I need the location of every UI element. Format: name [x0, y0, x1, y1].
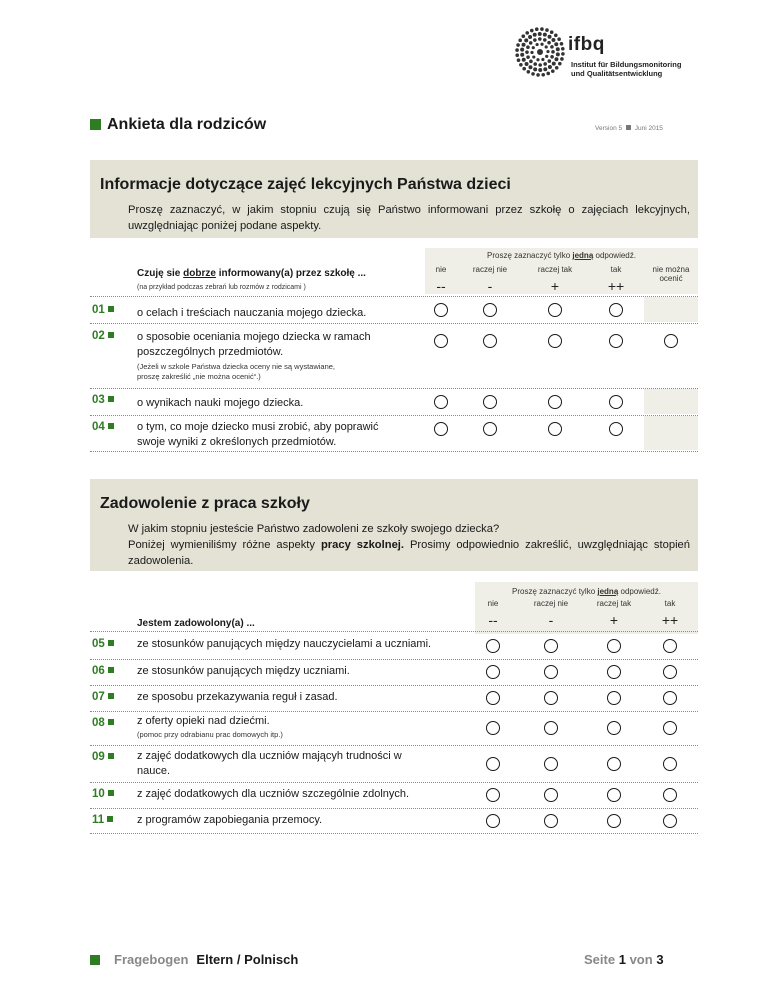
section2-title: Zadowolenie z praca szkoły [100, 495, 310, 512]
answer-radio[interactable] [486, 814, 500, 828]
item-text: ze stosunków panujących między nauczycielami a uczniami. [137, 638, 432, 650]
item-number: 11 [92, 814, 113, 826]
answer-radio[interactable] [548, 395, 562, 409]
item-text: z zajęć dodatkowych dla uczniów mającyh trudności w nauce. [137, 750, 402, 777]
answer-radio[interactable] [486, 788, 500, 802]
answer-radio[interactable] [486, 721, 500, 735]
section1-question-note: (na przykład podczas zebrań lub rozmów z rodzicami ) [137, 284, 306, 291]
answer-radio[interactable] [548, 334, 562, 348]
answer-radio[interactable] [663, 814, 677, 828]
divider [90, 659, 698, 660]
divider [90, 631, 698, 632]
item-text: z oferty opieki nad dziećmi. [137, 715, 270, 727]
scale-label: raczej nie [472, 265, 508, 274]
divider [90, 296, 698, 297]
answer-radio[interactable] [544, 665, 558, 679]
item-text: z programów zapobiegania przemocy. [137, 814, 323, 826]
answer-radio[interactable] [664, 334, 678, 348]
scale-symbol: -- [436, 278, 446, 294]
item-text: o sposobie oceniania mojego dziecka w ramach poszczególnych przedmiotów. [137, 331, 371, 358]
scale-label: raczej tak [596, 599, 632, 608]
answer-radio[interactable] [544, 691, 558, 705]
divider [90, 711, 698, 712]
divider [90, 808, 698, 809]
footer-square-icon [90, 955, 100, 965]
item-note: (pomoc przy odrabianu prac domowych itp.) [137, 730, 283, 739]
answer-radio[interactable] [483, 334, 497, 348]
answer-radio[interactable] [548, 303, 562, 317]
divider [90, 451, 698, 452]
answer-radio[interactable] [483, 422, 497, 436]
document-title: Ankieta dla rodziców [90, 116, 266, 134]
logo-subtitle [571, 61, 681, 78]
answer-radio[interactable] [434, 422, 448, 436]
scale-label: raczej tak [537, 265, 573, 274]
answer-radio[interactable] [434, 334, 448, 348]
section1-title: Informacje dotyczące zajęć lekcyjnych Państwa dzieci [100, 176, 511, 193]
item-number: 06 [92, 665, 114, 677]
item-text: o wynikach nauki mojego dziecka. [137, 397, 304, 409]
scale-symbol: - [548, 612, 554, 628]
answer-radio[interactable] [486, 639, 500, 653]
answer-radio[interactable] [663, 788, 677, 802]
answer-radio[interactable] [663, 721, 677, 735]
answer-radio[interactable] [663, 691, 677, 705]
answer-radio[interactable] [607, 691, 621, 705]
version-info: Version 5 Juni 2015 [595, 125, 663, 132]
scale-symbol: -- [488, 612, 498, 628]
divider [90, 323, 698, 324]
answer-radio[interactable] [607, 721, 621, 735]
section1-header [90, 160, 698, 238]
answer-radio[interactable] [609, 395, 623, 409]
item-text: ze sposobu przekazywania reguł i zasad. [137, 691, 338, 703]
item-number: 08 [92, 717, 114, 729]
answer-radio[interactable] [544, 788, 558, 802]
answer-radio[interactable] [486, 665, 500, 679]
section1-instruction: Proszę zaznaczyć tylko jedną odpowiedź. [487, 251, 636, 260]
scale-symbol: ++ [661, 612, 679, 628]
divider [90, 745, 698, 746]
answer-radio[interactable] [483, 395, 497, 409]
divider [90, 833, 698, 834]
logo-name: ifbq [568, 34, 605, 55]
item-number: 10 [92, 788, 114, 800]
disabled-cell [644, 389, 698, 414]
item-note: (Jeżeli w szkole Państwa dziecka oceny nie są wystawiane, proszę zakreślić „nie można ocenić“.) [137, 362, 336, 381]
answer-radio[interactable] [609, 303, 623, 317]
answer-radio[interactable] [544, 639, 558, 653]
divider [90, 415, 698, 416]
answer-radio[interactable] [434, 395, 448, 409]
item-text: z zajęć dodatkowych dla uczniów szczególnie zdolnych. [137, 788, 410, 800]
answer-radio[interactable] [544, 757, 558, 771]
disabled-cell [644, 416, 698, 450]
answer-radio[interactable] [548, 422, 562, 436]
divider [90, 782, 698, 783]
scale-label: nie [435, 265, 447, 274]
answer-radio[interactable] [483, 303, 497, 317]
item-text: o celach i treściach nauczania mojego dziecka. [137, 307, 367, 319]
answer-radio[interactable] [663, 665, 677, 679]
item-number: 03 [92, 394, 114, 406]
section1-intro: Proszę zaznaczyć, w jakim stopniu czują się Państwo informowani przez szkołę o zajęciach lekcyjnych, uwzględniając poniżej podane aspekty. [128, 204, 690, 232]
section2-header [90, 479, 698, 571]
answer-radio[interactable] [663, 639, 677, 653]
answer-radio[interactable] [663, 757, 677, 771]
item-number: 05 [92, 638, 114, 650]
scale-label: nie [487, 599, 499, 608]
answer-radio[interactable] [609, 422, 623, 436]
answer-radio[interactable] [434, 303, 448, 317]
item-text: o tym, co moje dziecko musi zrobić, aby poprawić swoje wyniki z określonych przedmiotów. [137, 421, 379, 448]
answer-radio[interactable] [486, 691, 500, 705]
answer-radio[interactable] [609, 334, 623, 348]
item-number: 01 [92, 304, 114, 316]
logo-line2: und Qualitätsentwicklung [571, 68, 663, 78]
scale-label: nie można ocenić [652, 265, 690, 283]
scale-label: tak [664, 599, 676, 608]
scale-label: raczej nie [533, 599, 569, 608]
scale-symbol: ++ [607, 278, 625, 294]
answer-radio[interactable] [544, 814, 558, 828]
answer-radio[interactable] [544, 721, 558, 735]
section2-instruction: Proszę zaznaczyć tylko jedną odpowiedź. [512, 587, 661, 596]
scale-symbol: + [550, 278, 560, 294]
logo-line1: Institut für Bildungsmonitoring [571, 60, 682, 69]
section2-question: Jestem zadowolony(a) ... [137, 618, 255, 629]
answer-radio[interactable] [607, 639, 621, 653]
item-number: 02 [92, 330, 114, 342]
item-number: 07 [92, 691, 114, 703]
answer-radio[interactable] [486, 757, 500, 771]
item-text: ze stosunków panujących między uczniami. [137, 665, 350, 677]
footer-form-name: Fragebogen Eltern / Polnisch [90, 952, 298, 967]
divider [90, 685, 698, 686]
section2-intro: W jakim stopniu jesteście Państwo zadowoleni ze szkoły swojego dziecka? Poniżej wymieniliśmy różne aspekty pracy szkolnej. Prosimy odpowiednio zakreślić, uwzględniając stopień zadowolenia. [128, 523, 690, 567]
divider [90, 388, 698, 389]
section1-question: Czuję sie dobrze informowany(a) przez szkołę ... [137, 268, 366, 279]
title-square-icon [90, 119, 101, 130]
item-number: 04 [92, 421, 114, 433]
ifbq-logo-icon [514, 26, 566, 78]
scale-symbol: + [609, 612, 619, 628]
disabled-cell [644, 297, 698, 322]
scale-label: tak [610, 265, 622, 274]
answer-radio[interactable] [607, 814, 621, 828]
scale-symbol: - [487, 278, 493, 294]
separator-square-icon [626, 125, 631, 130]
page-number: Seite 1 von 3 [584, 952, 664, 967]
answer-radio[interactable] [607, 788, 621, 802]
answer-radio[interactable] [607, 757, 621, 771]
item-number: 09 [92, 751, 114, 763]
answer-radio[interactable] [607, 665, 621, 679]
